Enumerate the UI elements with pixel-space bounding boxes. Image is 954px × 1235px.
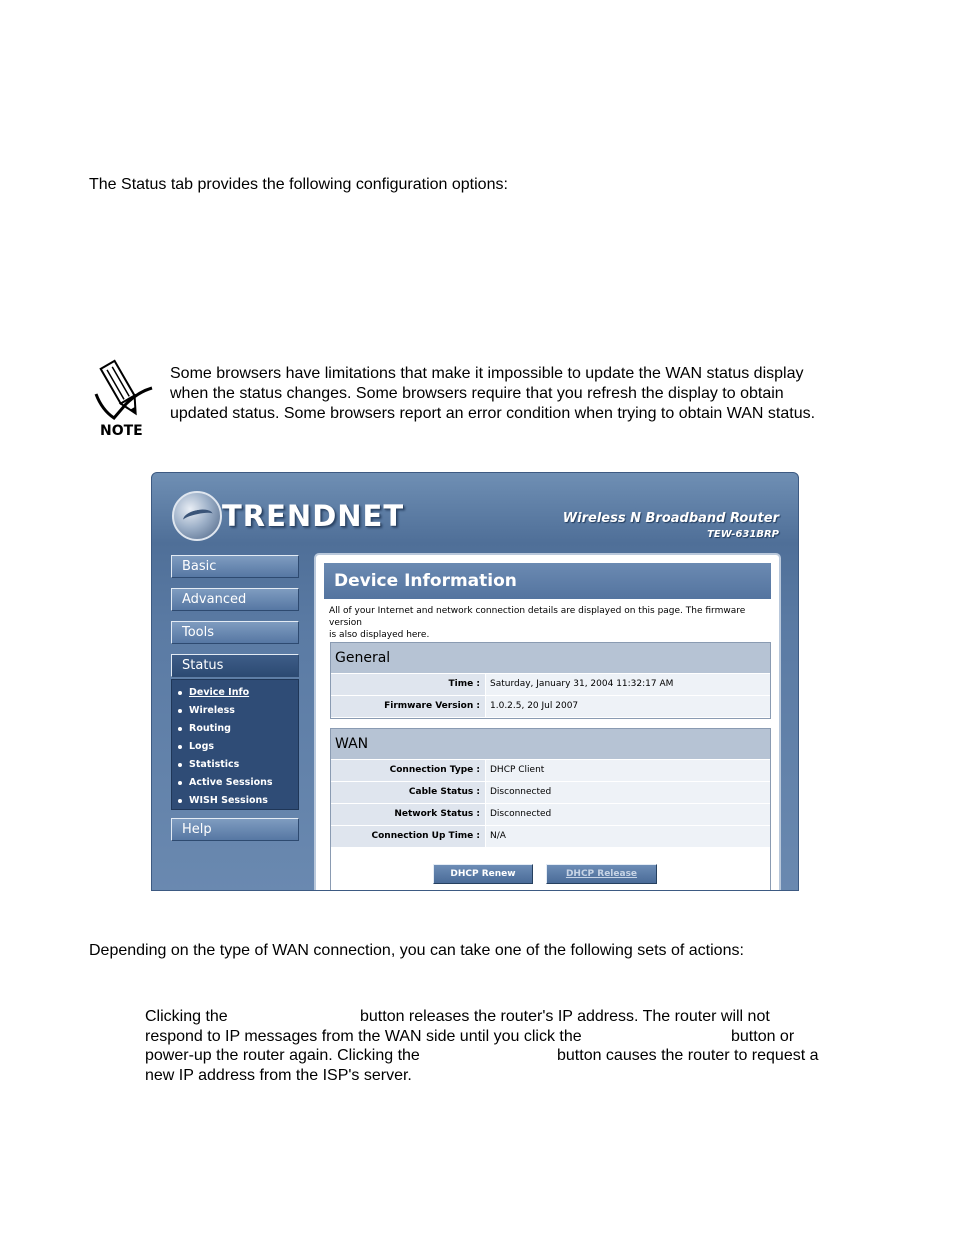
note-text	[170, 364, 870, 424]
content-panel	[314, 553, 781, 891]
table-row: Time : Saturday, January 31, 2004 11:32:17 AM	[331, 674, 770, 696]
submenu-statistics[interactable]: Statistics	[178, 759, 239, 770]
general-section	[330, 642, 771, 719]
model-number: TEW-631BRP	[707, 529, 779, 540]
note-label: NOTE	[100, 423, 143, 438]
wan-title: WAN	[331, 729, 770, 760]
dhcp-release-button[interactable]: DHCP Release	[546, 864, 657, 884]
nav-tools[interactable]: Tools	[171, 621, 299, 644]
table-row: Firmware Version : 1.0.2.5, 20 Jul 2007	[331, 696, 770, 718]
after-text: Depending on the type of WAN connection, you can take one of the following sets of actions:	[89, 942, 744, 959]
table-row: Connection Up Time : N/A	[331, 826, 770, 848]
general-title: General	[331, 643, 770, 674]
nav-basic[interactable]: Basic	[171, 555, 299, 578]
note-line: when the status changes. Some browsers require that you refresh the display to obtain	[170, 385, 784, 402]
product-name: Wireless N Broadband Router	[562, 511, 779, 526]
status-submenu	[171, 679, 299, 810]
nav-advanced[interactable]: Advanced	[171, 588, 299, 611]
note-line: updated status. Some browsers report an error condition when trying to obtain WAN status.	[170, 405, 816, 422]
nav-help[interactable]: Help	[171, 818, 299, 841]
intro-text: The Status tab provides the following configuration options:	[89, 176, 508, 193]
note-line: Some browsers have limitations that make it impossible to update the WAN status display	[170, 365, 804, 382]
brand-name: TRENDNET	[222, 499, 405, 533]
page-description: All of your Internet and network connection details are displayed on this page. The firmware version is also displayed here.	[329, 606, 746, 640]
router-screenshot	[151, 472, 799, 891]
trendnet-logo-icon	[172, 491, 222, 541]
note-icon	[92, 358, 158, 438]
submenu-routing[interactable]: Routing	[178, 723, 231, 734]
dhcp-renew-button[interactable]: DHCP Renew	[433, 864, 533, 884]
table-row: Network Status : Disconnected	[331, 804, 770, 826]
submenu-logs[interactable]: Logs	[178, 741, 214, 752]
table-row: Cable Status : Disconnected	[331, 782, 770, 804]
table-row: Connection Type : DHCP Client	[331, 760, 770, 782]
submenu-wireless[interactable]: Wireless	[178, 705, 235, 716]
submenu-active-sessions[interactable]: Active Sessions	[178, 777, 273, 788]
submenu-device-info[interactable]: Device Info	[178, 687, 249, 698]
page-title: Device Information	[324, 563, 771, 599]
submenu-wish-sessions[interactable]: WISH Sessions	[178, 795, 268, 806]
nav-status[interactable]: Status	[171, 654, 299, 677]
